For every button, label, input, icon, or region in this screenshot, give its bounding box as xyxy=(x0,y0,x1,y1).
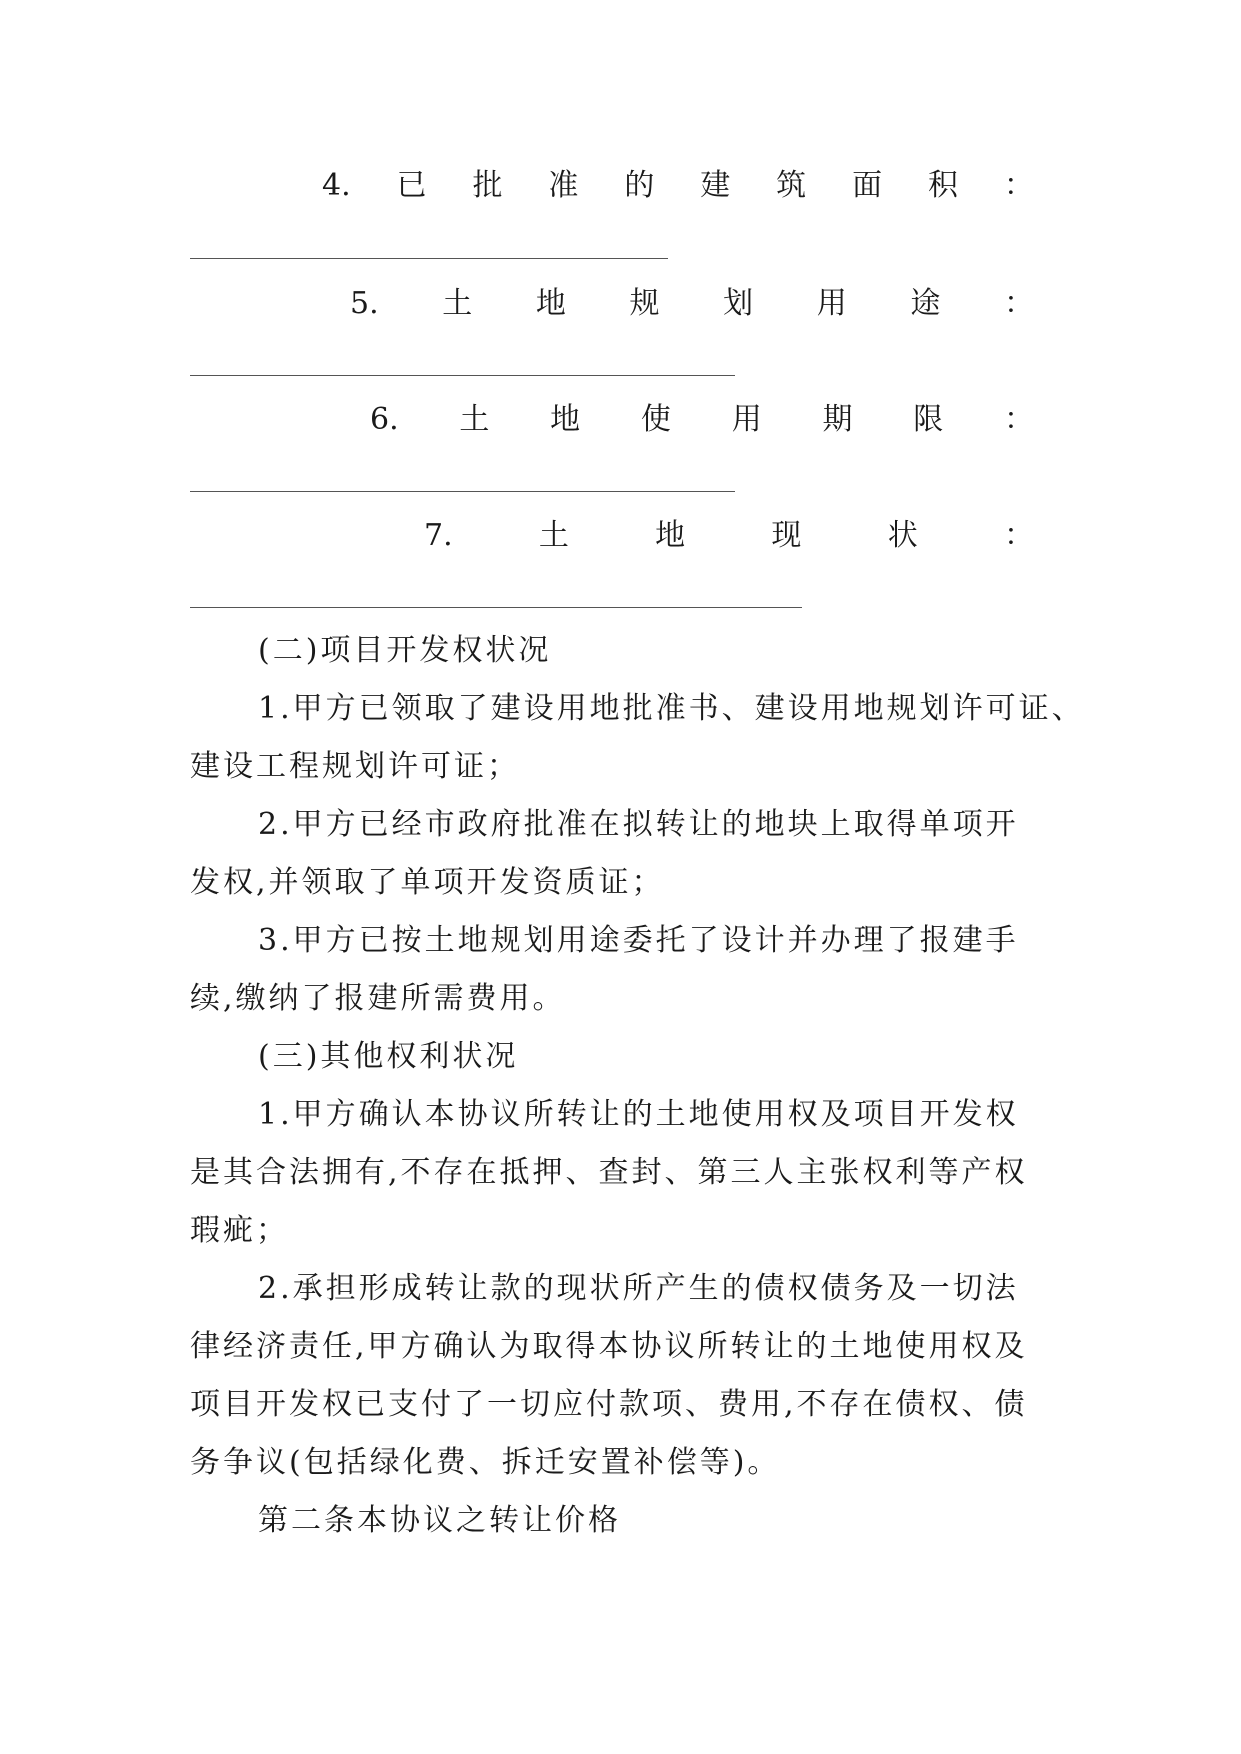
field-char: 面 xyxy=(852,168,883,203)
field-char: 的 xyxy=(624,168,655,203)
field-char: 地 xyxy=(655,518,686,553)
blank-line-5 xyxy=(190,375,735,376)
field-row-5 xyxy=(350,282,1034,326)
paragraph-line: 律经济责任,甲方确认为取得本协议所转让的土地使用权及 xyxy=(190,1329,1028,1364)
field-char: 状 xyxy=(887,518,918,553)
paragraph-line: 建设工程规划许可证； xyxy=(190,749,520,784)
field-char: 土 xyxy=(442,286,473,321)
field-number: 7. xyxy=(424,518,453,553)
paragraph-2-2 xyxy=(190,796,1060,912)
paragraph-line: 1.甲方已领取了建设用地批准书、建设用地规划许可证、 xyxy=(258,691,1085,726)
blank-line-4 xyxy=(190,258,668,259)
paragraph-line: 1.甲方确认本协议所转让的土地使用权及项目开发权 xyxy=(258,1097,1019,1132)
field-char: 用 xyxy=(731,402,762,437)
field-char: 用 xyxy=(816,286,847,321)
field-char: 已 xyxy=(396,168,427,203)
section-heading-3: (三)其他权利状况 xyxy=(258,1039,519,1074)
article-heading: 第二条本协议之转让价格 xyxy=(258,1503,621,1538)
paragraph-line: 瑕疵； xyxy=(190,1213,289,1248)
field-char: 地 xyxy=(550,402,581,437)
field-char: 规 xyxy=(629,286,660,321)
paragraph-line: 是其合法拥有,不存在抵押、查封、第三人主张权利等产权 xyxy=(190,1155,1028,1190)
field-colon: ： xyxy=(1003,518,1034,553)
paragraph-line: 发权,并领取了单项开发资质证； xyxy=(190,865,665,900)
field-char: 建 xyxy=(700,168,731,203)
paragraph-line: 续,缴纳了报建所需费用。 xyxy=(190,981,566,1016)
field-colon: ： xyxy=(1003,402,1034,437)
field-number: 4. xyxy=(322,168,351,203)
field-char: 土 xyxy=(538,518,569,553)
paragraph-2-3 xyxy=(190,912,1060,1028)
section-heading-2: (二)项目开发权状况 xyxy=(258,633,552,668)
paragraph-2-1 xyxy=(190,680,1085,796)
field-char: 地 xyxy=(535,286,566,321)
field-char: 使 xyxy=(640,402,671,437)
paragraph-line: 2.甲方已经市政府批准在拟转让的地块上取得单项开 xyxy=(258,807,1019,842)
field-char: 划 xyxy=(723,286,754,321)
field-colon: ： xyxy=(1003,168,1034,203)
paragraph-line: 务争议(包括绿化费、拆迁安置补偿等)。 xyxy=(190,1445,781,1480)
field-row-4 xyxy=(322,164,1034,208)
field-char: 准 xyxy=(548,168,579,203)
paragraph-line: 项目开发权已支付了一切应付款项、费用,不存在债权、债 xyxy=(190,1387,1028,1422)
paragraph-line: 2.承担形成转让款的现状所产生的债权债务及一切法 xyxy=(258,1271,1019,1306)
field-number: 6. xyxy=(370,402,399,437)
field-char: 批 xyxy=(472,168,503,203)
field-colon: ： xyxy=(1004,286,1034,321)
field-row-6 xyxy=(370,398,1034,442)
paragraph-line: 3.甲方已按土地规划用途委托了设计并办理了报建手 xyxy=(258,923,1019,958)
field-char: 限 xyxy=(913,402,944,437)
field-char: 现 xyxy=(771,518,802,553)
blank-line-6 xyxy=(190,491,735,492)
field-char: 期 xyxy=(822,402,853,437)
field-row-7 xyxy=(424,514,1034,558)
blank-line-7 xyxy=(190,607,802,608)
paragraph-3-1 xyxy=(190,1086,1060,1260)
field-char: 土 xyxy=(459,402,490,437)
field-char: 筑 xyxy=(776,168,807,203)
field-char: 途 xyxy=(910,286,941,321)
paragraph-3-2 xyxy=(190,1260,1060,1492)
field-char: 积 xyxy=(928,168,958,203)
field-number: 5. xyxy=(350,286,379,321)
